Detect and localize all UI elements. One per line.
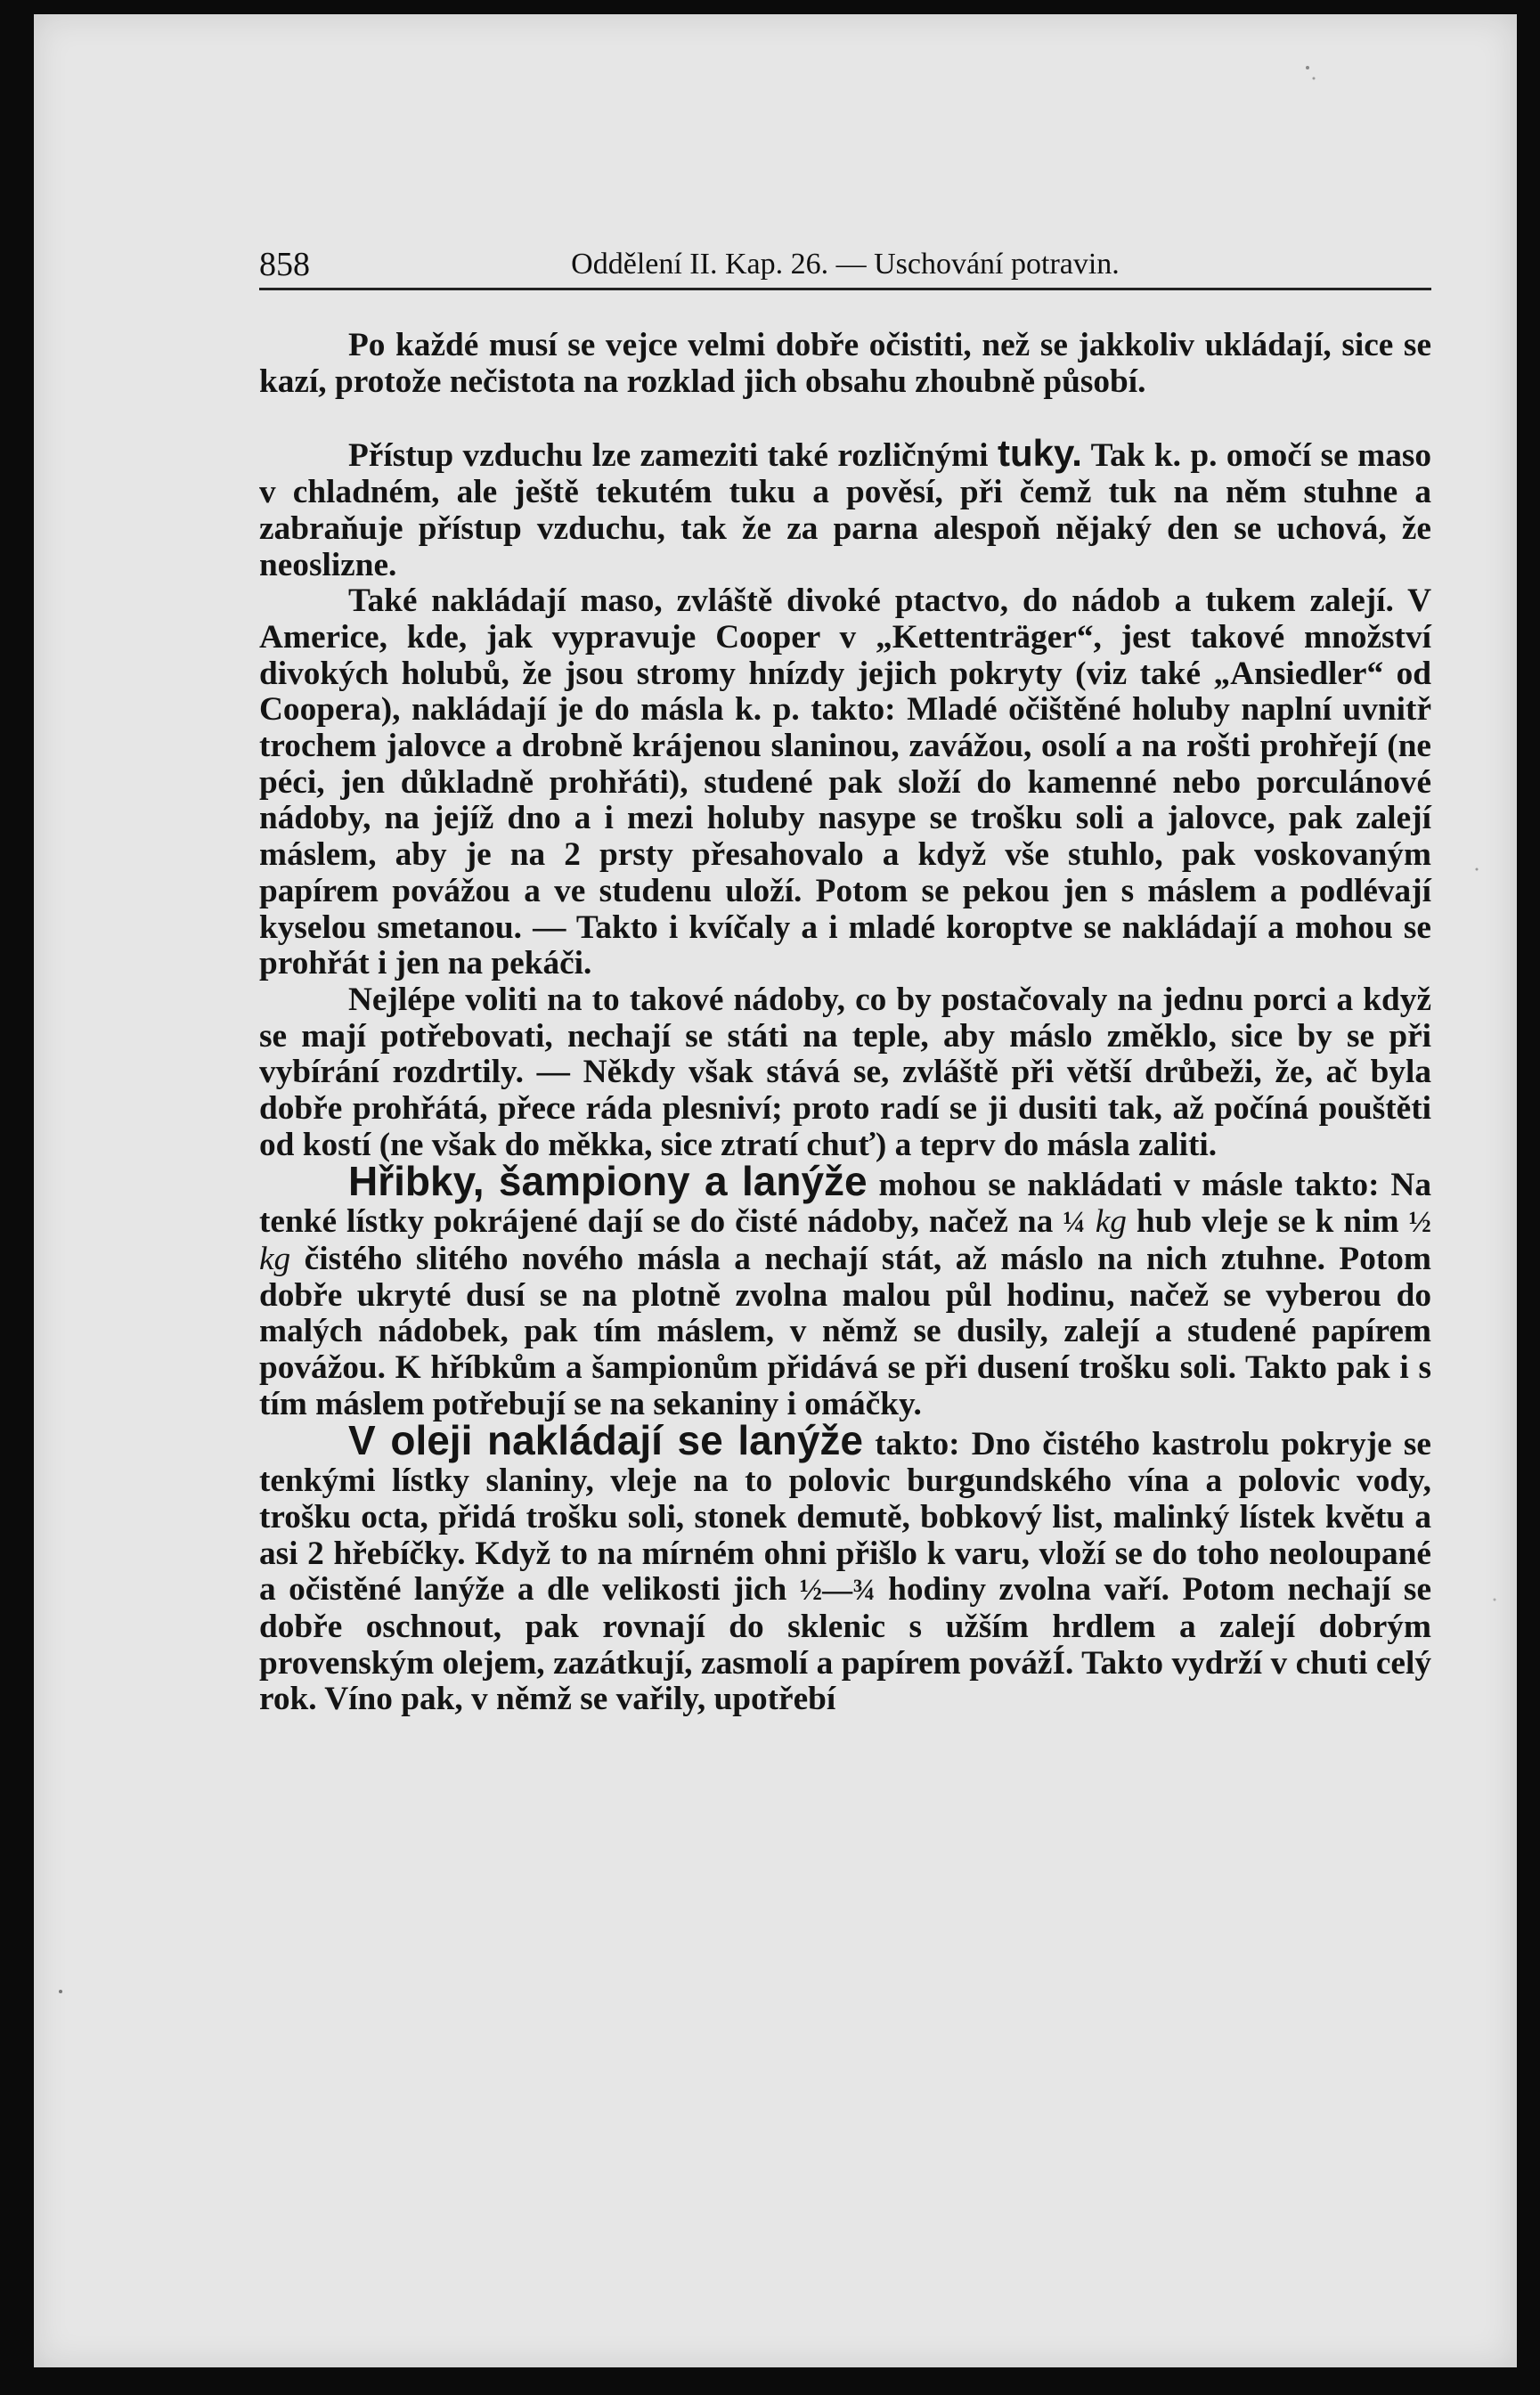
- paragraph-vessels: Nejlépe voliti na to takové nádoby, co by postačovaly na jednu porci a když se mají potřebovati, nechají se státi na teple, aby máslo změklo, sice by se při vybírání rozdrtily. — Někdy však stává se, zvláště při větší drůbeži, že, ač byla dobře prohřátá, přece ráda plesniví; proto radí se ji dusiti tak, až počíná pouštěti od kostí (ne však do měkka, sice ztratí chuť) a teprv do másla zaliti.: [259, 981, 1431, 1163]
- running-title: Oddělení II. Kap. 26. — Uschování potravin.: [571, 248, 1120, 281]
- heading-mushrooms: Hřibky, šampiony a lanýže: [348, 1158, 868, 1205]
- scan-specks: [34, 14, 1517, 2367]
- paragraph-fats-text-b: Tak k. p. omočí se maso v chladném, ale ještě tekutém tuku a pověsí, při čemž tuk na něm stuhne a zabraňuje přístup vzduchu, tak že za parna alespoň nějaký den se uchová, že neoslizne.: [259, 437, 1432, 583]
- keyword-tuky: tuky.: [997, 432, 1082, 475]
- page-number: 858: [259, 246, 310, 283]
- fraction-half: ½: [1408, 1206, 1431, 1240]
- fraction-quarter: ¼: [1063, 1206, 1086, 1240]
- unit-kg-2: kg: [259, 1240, 291, 1277]
- mushrooms-text-b: hub vleje se k nim: [1126, 1203, 1409, 1241]
- paragraph-fats-text-a: Přístup vzduchu lze zameziti také rozličnými: [348, 437, 989, 475]
- book-page: [34, 14, 1517, 2367]
- mushrooms-text-a: mohou se nakládati v másle takto: Na tenké lístky pokrájené dají se do čisté nádoby, načež na: [259, 1167, 1432, 1241]
- heading-truffles-oil: V oleji nakládají se lanýže: [348, 1417, 864, 1464]
- mushrooms-text-c: čistého slitého nového másla a nechají stát, až máslo na nich ztuhne. Potom dobře ukryté dusí se na plotně zvolna malou půl hodinu, načež se vyberou do malých nádobek, pak tím máslem, v němž se dusily, zalejí a studené papírem povážou. K hříbkům a šampionům přidává se při dusení trošku soli. Takto pak i s tím máslem potřebují se na sekaniny i omáčky.: [259, 1240, 1431, 1422]
- paragraph-eggs: Po každé musí se vejce velmi dobře očistiti, než se jakkoliv ukládají, sice se kazí, protože nečistota na rozklad jich obsahu zhoubně působí.: [259, 327, 1431, 400]
- truffles-text-b: hodiny zvolna vaří. Potom nechají se dobře oschnout, pak rovnají do sklenic s užším hrdlem a zalejí dobrým provenským olejem, zazátkují, zasmolí a papírem povážÍ. Takto vydrží v chuti celý rok. Víno pak, v němž se vařily, upotřebí: [259, 1571, 1432, 1718]
- unit-kg-1: kg: [1095, 1203, 1127, 1241]
- truffles-text-a: takto: Dno čistého kastrolu pokryje se tenkými lístky slaniny, vleje na to polovic burgundského vína a polovic vody, trošku octa, přidá trošku soli, stonek demutě, bobkový list, malinký lístek květu a asi 2 hřebíčky. Když to na mírném ohni přišlo k varu, vloží se do toho neoloupané a očistěné lanýže a dle velikosti jich: [259, 1426, 1431, 1609]
- paragraph-birds: Také nakládají maso, zvláště divoké ptactvo, do nádob a tukem zalejí. V Americe, kde, jak vypravuje Cooper v „Kettenträger“, jest takové množství divokých holubů, že jsou stromy hnízdy jejich pokryty (viz také „Ansiedler“ od Coopera), nakládají je do másla k. p. takto: Mladé očištěné holuby naplní uvnitř trochem jalovce a drobně krájenou slaninou, zavážou, osolí a na rošti prohřejí (ne péci, jen důkladně prohřáti), studené pak složí do kamenné nebo porculánové nádoby, na jejíž dno a i mezi holuby nasype se trošku soli a jalovce, pak zalejí máslem, aby je na 2 prsty přesahovalo a když vše stuhlo, pak voskovaným papírem povážou a ve studenu uloží. Potom se pekou jen s máslem a podlévají kyselou smetanou. — Takto i kvíčaly a i mladé koroptve se nakládají a mohou se prohřát i jen na pekáči.: [259, 582, 1431, 982]
- fraction-half-three-quarters: ½—¾: [799, 1574, 876, 1608]
